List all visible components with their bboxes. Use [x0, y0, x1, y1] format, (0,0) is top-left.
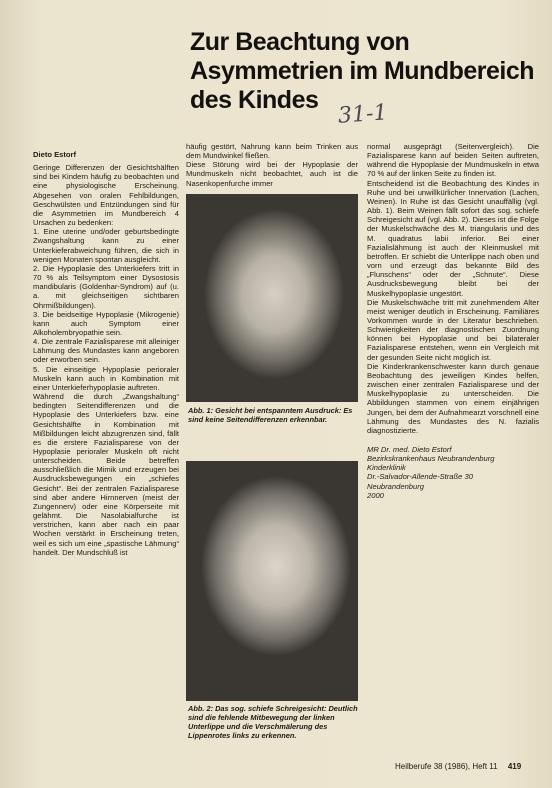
- figure-2-caption: Abb. 2: Das sog. schiefe Schreigesicht: Deutlich sind die fehlende Mitbewegung der linken Unterlippe und die Verschmälerung des Lippenrotes links zu erkennen.: [188, 704, 358, 740]
- figure-1-caption: Abb. 1: Gesicht bei entspanntem Ausdruck: Es sind keine Seitendifferenzen erkennbar.: [188, 406, 353, 424]
- paragraph: Die Muskelschwäche tritt mit zunehmendem Alter meist weniger deutlich in Erscheinung. Familiäres Vorkommen wurde in der Literatur beschrieben. Schwierigkeiten der diagnostischen Zuordnung können bei Hypoplasie und bei bilateraler Fazialisparese entstehen, wenn ein Vergleich mit der gesunden Seite nicht möglich ist.: [367, 297, 539, 362]
- author-address-line: MR Dr. med. Dieto Estorf: [367, 445, 452, 454]
- paragraph: 2. Die Hypoplasie des Unterkiefers tritt in 70 % als Teilsymptom einer Dysostosis mandibularis (Goldenhar-Syndrom) auf (u. a. mit gleichseitigen sichtbaren Ohrmißbildungen).: [33, 263, 179, 310]
- text-column-3: [367, 142, 539, 500]
- paragraph: Während die durch „Zwangshaltung“ bedingten Seitendifferenzen und die Hypoplasie des Unterkiefers bzw. eine Gesichtshälfte in Kombination mit Mißbildungen leicht abzugrenzen sind, fällt es die erstere Fazialisparese von der Hypoplasie perioraler Muskeln oft nicht unterscheiden. Beide betreffen ausschließlich die Mimik und erzeugen bei Ausdrucksbewegungen ein „schiefes Gesicht“. Bei der zentralen Fazialisparese sind aber andere Hirnnerven (meist der Zungennerv) oder eine Körperseite mit gelähmt. Die Nasolabialfurche ist verstrichen, kann aber nach ein paar Wochen verstärkt in Erscheinung treten, weil es sich um eine „spastische Lähmung“ handelt. Der Mundschluß ist: [33, 392, 179, 557]
- author-address-line: Bezirkskrankenhaus Neubrandenburg: [367, 454, 495, 464]
- paragraph: Diese Störung wird bei der Hypoplasie der Mundmuskeln nicht beobachtet, auch ist die Nasenkopenfurche immer: [186, 160, 358, 188]
- title-line-1: Zur Beachtung von: [190, 28, 410, 56]
- title-line-3: des Kindes: [190, 86, 319, 114]
- text-column-2: [186, 142, 358, 188]
- paragraph: häufig gestört, Nahrung kann beim Trinken aus dem Mundwinkel fließen.: [186, 142, 358, 161]
- paragraph: 1. Eine uterine und/oder geburtsbedingte Zwangshaltung kann zu einer Unterkieferabweichung führen, die sich in wenigen Monaten spontan ausgleicht.: [33, 227, 179, 264]
- author-name: Dieto Estorf: [33, 150, 77, 159]
- photo-crying-face: [186, 461, 358, 701]
- paragraph: normal ausgeprägt (Seitenvergleich). Die Fazialisparese kann auf beiden Seiten auftreten, während die Hypoplasie der Mundmuskeln in etwa 70 % auf der linken Seite zu finden ist.: [367, 142, 539, 179]
- author-address-line: Neubrandenburg: [367, 481, 424, 491]
- paragraph: 5. Die einseitige Hypoplasie perioraler Muskeln kann auch in Kombination mit einer Unterkieferhypoplasie auftreten.: [33, 364, 179, 392]
- photo-relaxed-face: [186, 194, 358, 402]
- author-address-line: Kinderklinik: [367, 463, 406, 473]
- paragraph: Entscheidend ist die Beobachtung des Kindes in Ruhe und bei unwillkürlicher Innervation (Lachen, Weinen). In Ruhe ist das Gesicht unauffällig (vgl. Abb. 1). Beim Weinen fällt sofort das sog. schiefe Schreigesicht auf (vgl. Abb. 2). Dieses ist die Folge der Muskelschwäche des M. triangularis und des M. quadratus labii inferior. Bei einer Fazialislähmung ist auch der Kleinmuskel mit betroffen. Er schiebt die Unterlippe nach oben und vorn und erzeugt das bekannte Bild des „Flunschens“ oder der „Schnute“. Diese Ausdrucksbewegung bleibt bei der Muskelhypoplasie ungestört.: [367, 178, 539, 298]
- paragraph: Geringe Differenzen der Gesichtshälften sind bei Kindern häufig zu beobachten und eine physiologische Erscheinung. Abgesehen von oralen Fehlbildungen, Geschwülsten und Entzündungen sind für die Asymmetrien im Mundbereich 4 Ursachen zu bedenken:: [33, 163, 179, 228]
- author-address-line: 2000: [367, 490, 384, 500]
- paragraph: 3. Die beidseitige Hypoplasie (Mikrogenie) kann auch Symptom einer Alkoholembryopathie sein.: [33, 309, 179, 337]
- journal-citation: Heilberufe 38 (1986), Heft 11: [395, 762, 498, 771]
- paragraph: 4. Die zentrale Fazialisparese mit alleiniger Lähmung des Mundastes kann angeboren oder erworben sein.: [33, 337, 179, 365]
- title-line-2: Asymmetrien im Mundbereich: [190, 57, 535, 85]
- handwritten-note: 31-1: [337, 100, 389, 129]
- text-column-1: [33, 150, 179, 557]
- author-address-line: Dr.-Salvador-Allende-Straße 30: [367, 472, 473, 482]
- page-footer: [395, 762, 521, 771]
- paragraph: Die Kinderkrankenschwester kann durch genaue Beobachtung des jeweiligen Kindes helfen, zwischen einer zentralen Fazialisparese und der Muskelhypoplasie zu unterscheiden. Die Abbildungen stammen von einem einjährigen Jungen, bei dem der Aufnahmearzt vorschnell eine Lähmung des Mundastes des N. fazialis diagnostizierte.: [367, 361, 539, 435]
- page-number: 419: [507, 762, 522, 771]
